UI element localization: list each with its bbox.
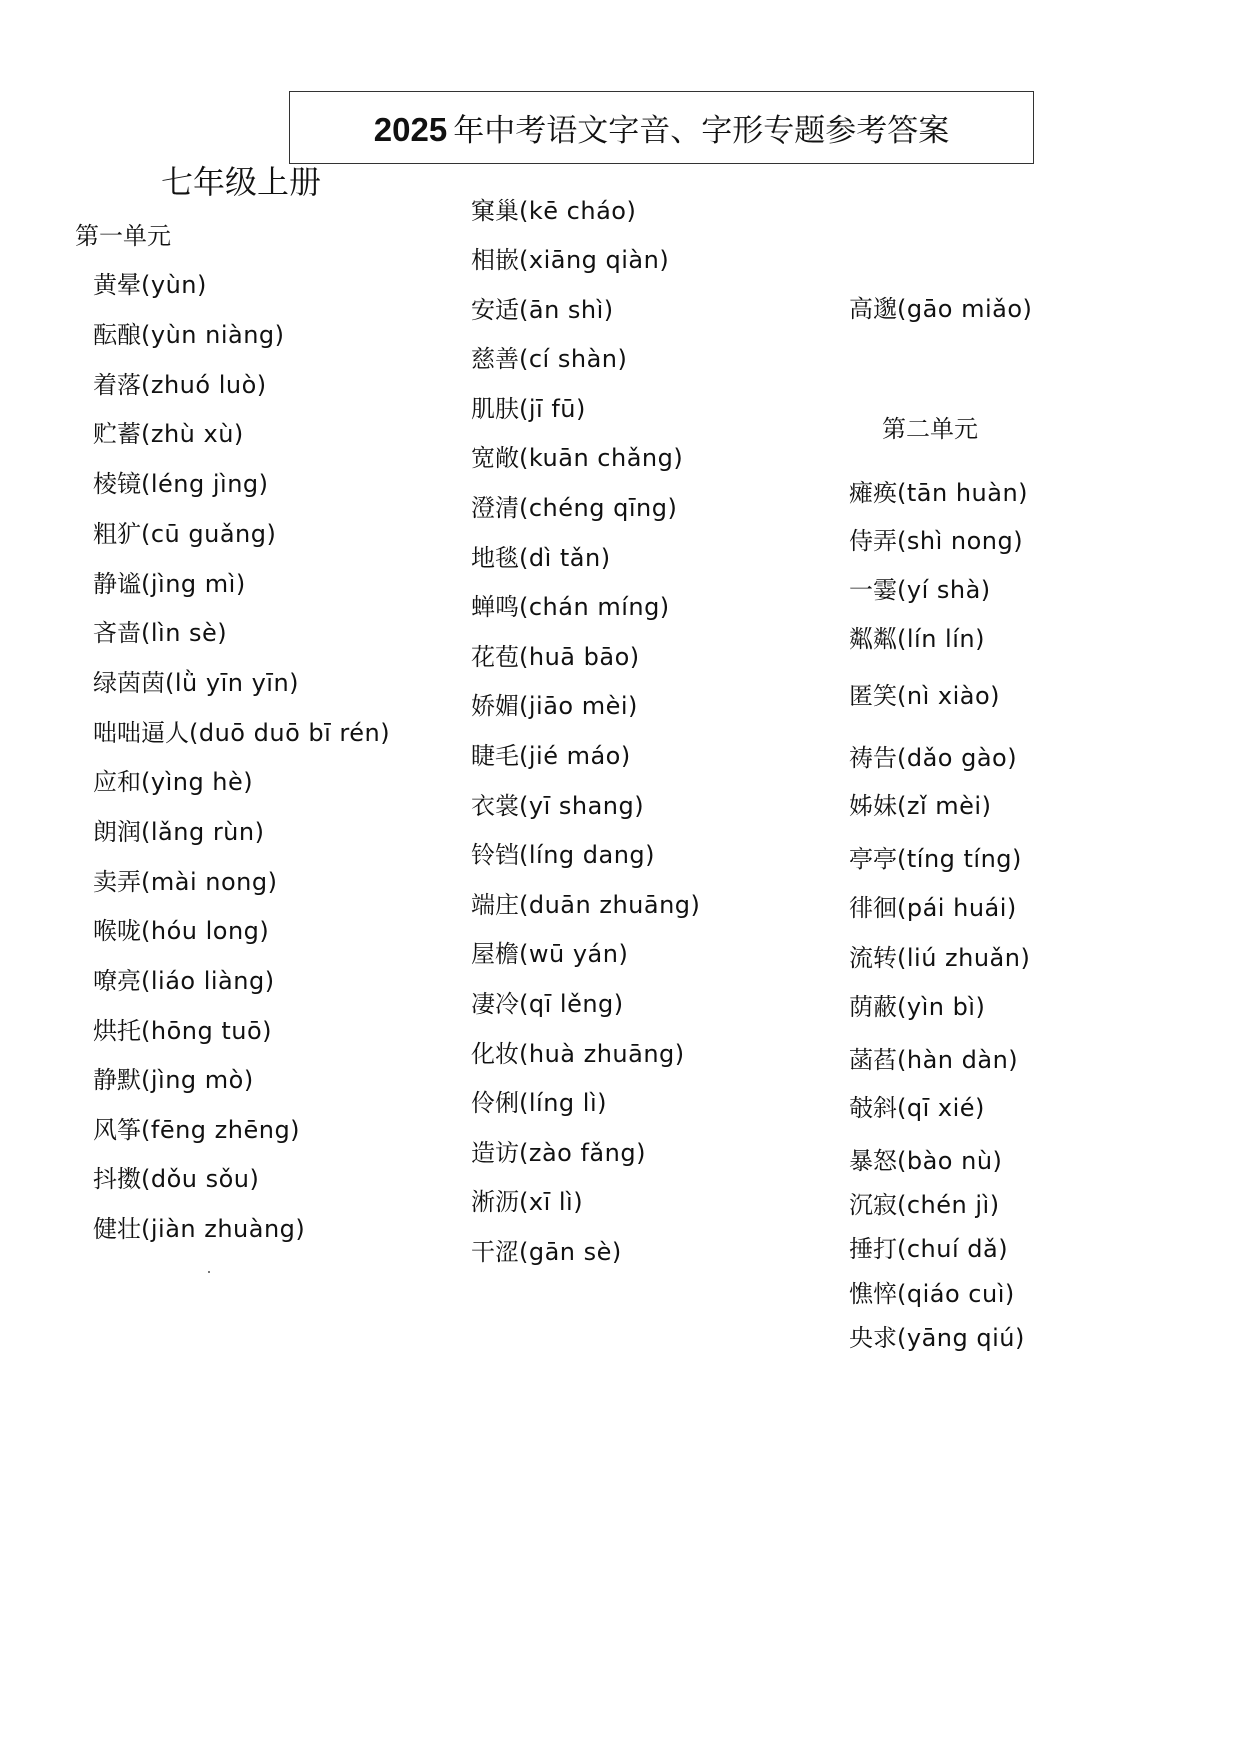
- vocab-item: 宽敞(kuān chǎng): [471, 444, 684, 472]
- vocab-item: 绿茵茵(lǜ yīn yīn): [93, 669, 300, 697]
- vocab-item: 造访(zào fǎng): [471, 1139, 646, 1167]
- vocab-item: 抖擞(dǒu sǒu): [93, 1165, 260, 1193]
- vocab-item: 端庄(duān zhuāng): [471, 891, 701, 919]
- unit1-heading: 第一单元: [75, 222, 171, 250]
- vocab-item: 朗润(lǎng rùn): [93, 818, 265, 846]
- vocab-item: 着落(zhuó luò): [93, 371, 267, 399]
- vocab-item: 铃铛(líng dang): [471, 841, 656, 869]
- page-title: [374, 105, 949, 150]
- vocab-item: 卖弄(mài nong): [93, 868, 278, 896]
- vocab-item: 慈善(cí shàn): [471, 345, 628, 373]
- vocab-item: 健壮(jiàn zhuàng): [93, 1215, 306, 1243]
- vocab-item: 酝酿(yùn niàng): [93, 321, 285, 349]
- vocab-item: 花苞(huā bāo): [471, 643, 640, 671]
- vocab-item: 央求(yāng qiú): [849, 1324, 1025, 1352]
- vocab-item: 静谧(jìng mì): [93, 570, 246, 598]
- vocab-item: 黄晕(yùn): [93, 271, 207, 299]
- title-text: 年中考语文字音、字形专题参考答案: [453, 113, 950, 149]
- vocab-item: 粗犷(cū guǎng): [93, 520, 277, 548]
- vocab-item: 祷告(dǎo gào): [849, 744, 1018, 772]
- vocab-item: 匿笑(nì xiào): [849, 682, 1000, 710]
- title-box: [289, 91, 1034, 164]
- vocab-item: 喉咙(hóu long): [93, 917, 270, 945]
- vocab-item: 伶俐(líng lì): [471, 1089, 607, 1117]
- vocab-item: 化妆(huà zhuāng): [471, 1040, 685, 1068]
- vocab-item: 咄咄逼人(duō duō bī rén): [93, 719, 391, 747]
- vocab-item: 相嵌(xiāng qiàn): [471, 246, 670, 274]
- vocab-item: 侍弄(shì nong): [849, 527, 1024, 555]
- vocab-item: 嘹亮(liáo liàng): [93, 967, 275, 995]
- vocab-item: 荫蔽(yìn bì): [849, 993, 986, 1021]
- vocab-item: 捶打(chuí dǎ): [849, 1235, 1009, 1263]
- vocab-item: 一霎(yí shà): [849, 576, 991, 604]
- vocab-item: 高邈(gāo miǎo): [849, 295, 1033, 323]
- vocab-item: 淅沥(xī lì): [471, 1188, 584, 1216]
- vocab-item: 瘫痪(tān huàn): [849, 479, 1029, 507]
- vocab-item: 睫毛(jié máo): [471, 742, 631, 770]
- vocab-item: 攲斜(qī xié): [849, 1094, 985, 1122]
- vocab-item: 应和(yìng hè): [93, 768, 254, 796]
- vocab-item: 粼粼(lín lín): [849, 625, 985, 653]
- vocab-item: 菡萏(hàn dàn): [849, 1046, 1019, 1074]
- vocab-item: 衣裳(yī shang): [471, 792, 645, 820]
- vocab-item: 窠巢(kē cháo): [471, 197, 637, 225]
- vocab-item: 安适(ān shì): [471, 296, 614, 324]
- vocab-item: 姊妹(zǐ mèi): [849, 792, 992, 820]
- vocab-item: 流转(liú zhuǎn): [849, 944, 1031, 972]
- vocab-item: 蝉鸣(chán míng): [471, 593, 670, 621]
- vocab-item: 亭亭(tíng tíng): [849, 845, 1022, 873]
- vocab-item: 吝啬(lìn sè): [93, 619, 228, 647]
- vocab-item: 澄清(chéng qīng): [471, 494, 678, 522]
- vocab-item: 棱镜(léng jìng): [93, 470, 269, 498]
- vocab-item: 暴怒(bào nù): [849, 1147, 1003, 1175]
- vocab-item: 徘徊(pái huái): [849, 894, 1017, 922]
- vocab-item: 凄冷(qī lěng): [471, 990, 624, 1018]
- vocab-item: 地毯(dì tǎn): [471, 544, 611, 572]
- vocab-item: 娇媚(jiāo mèi): [471, 692, 638, 720]
- vocab-item: 屋檐(wū yán): [471, 940, 629, 968]
- grade-heading: 七年级上册: [161, 163, 322, 201]
- vocab-item: 沉寂(chén jì): [849, 1191, 1000, 1219]
- vocab-item: 静默(jìng mò): [93, 1066, 254, 1094]
- unit2-heading: 第二单元: [882, 415, 978, 443]
- vocab-item: 干涩(gān sè): [471, 1238, 622, 1266]
- vocab-item: 憔悴(qiáo cuì): [849, 1280, 1015, 1308]
- vocab-item: 烘托(hōng tuō): [93, 1017, 272, 1045]
- title-year: 2025: [373, 111, 448, 148]
- stray-dot: [208, 1271, 210, 1273]
- vocab-item: 肌肤(jī fū): [471, 395, 586, 423]
- vocab-item: 风筝(fēng zhēng): [93, 1116, 301, 1144]
- vocab-item: 贮蓄(zhù xù): [93, 420, 244, 448]
